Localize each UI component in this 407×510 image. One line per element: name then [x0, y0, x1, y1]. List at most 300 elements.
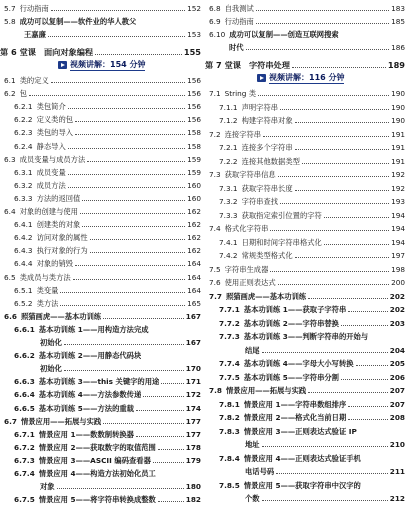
toc-entry — [205, 423, 405, 436]
entry-number: 7.4.1 — [219, 237, 238, 247]
entry-title: 情景应用 2——格式化当前日期 — [243, 413, 347, 422]
entry-page: 164 — [187, 272, 201, 282]
entry-page: 194 — [391, 224, 405, 233]
toc-entry — [0, 452, 201, 465]
entry-title: 包 — [19, 89, 27, 99]
entry-title: 对象 — [40, 482, 55, 492]
chapter-page: 189 — [387, 60, 405, 70]
toc-entry-continued — [205, 463, 405, 476]
toc-entry — [205, 409, 405, 422]
entry-page: 205 — [389, 359, 405, 368]
entry-page: 156 — [187, 76, 201, 85]
entry-page: 191 — [391, 129, 405, 139]
toc-entry — [0, 347, 201, 360]
entry-title: 构建字符串对象 — [241, 116, 293, 125]
entry-title: 行动指南 — [19, 4, 49, 13]
entry-title: 成功可以复制——创造互联网搜索 — [229, 30, 339, 39]
dot-leader — [278, 176, 389, 177]
dot-leader — [292, 67, 386, 68]
entry-page: 152 — [187, 4, 201, 13]
entry-title: 自我测试 — [224, 4, 254, 13]
entry-title: 类方法 — [36, 298, 59, 308]
toc-entry — [205, 234, 405, 247]
chapter-heading — [205, 57, 405, 70]
entry-title: 个数 — [245, 494, 260, 503]
entry-number: 7.3.1 — [219, 183, 238, 193]
entry-title: 类变量 — [36, 285, 59, 295]
dot-leader — [57, 488, 184, 489]
entry-title: 行动指南 — [224, 17, 254, 26]
entry-number: 6.4.4 — [14, 259, 33, 269]
entry-page: 182 — [185, 495, 201, 505]
entry-page: 194 — [391, 210, 405, 220]
chapter-title: 字符串处理 — [248, 61, 290, 70]
toc-entry — [205, 301, 405, 314]
video-label: 视频讲解：116 分钟 — [269, 73, 345, 82]
entry-page: 190 — [391, 89, 405, 98]
dot-leader — [60, 305, 185, 306]
entry-page: 162 — [187, 207, 201, 216]
entry-page: 186 — [391, 43, 405, 52]
entry-title: 情景应用 1——字符串数组排序 — [243, 399, 347, 409]
entry-page: 202 — [389, 305, 405, 314]
entry-title: 初始化 — [40, 364, 62, 374]
dot-leader — [75, 121, 185, 122]
toc-entry — [0, 151, 201, 164]
entry-number: 7.4 — [209, 224, 221, 233]
entry-title: 对象的创建与使用 — [19, 207, 78, 216]
dot-leader — [29, 95, 185, 96]
toc-entry — [0, 426, 201, 439]
toc-entry — [205, 193, 405, 206]
entry-number: 7.2.1 — [219, 143, 238, 152]
entry-page: 202 — [389, 291, 405, 301]
dot-leader — [348, 406, 388, 407]
toc-entry — [205, 207, 405, 220]
toc-entry-continued — [205, 39, 405, 52]
dot-leader — [295, 257, 389, 258]
entry-title: 王嘉廉 — [24, 30, 46, 39]
chapter-heading — [0, 44, 201, 57]
toc-entry-continued — [0, 360, 201, 373]
dot-leader — [82, 200, 185, 201]
dot-leader — [75, 134, 185, 135]
toc-entry-continued — [205, 490, 405, 503]
entry-title: 照猫画虎——基本功训练 — [225, 291, 307, 301]
entry-number: 6.3.3 — [14, 193, 33, 203]
dot-leader — [68, 187, 185, 188]
entry-page: 203 — [389, 318, 405, 328]
dot-leader — [280, 203, 389, 204]
entry-number: 5.8 — [4, 17, 16, 26]
entry-page: 171 — [185, 377, 201, 387]
toc-entry — [0, 72, 201, 85]
dot-leader — [51, 82, 185, 83]
video-play-icon — [58, 61, 67, 69]
toc-entry-continued — [205, 342, 405, 355]
entry-page: 204 — [389, 345, 405, 355]
entry-number: 6.7.2 — [14, 442, 35, 452]
dot-leader — [308, 392, 388, 393]
entry-number: 6.3.2 — [14, 180, 33, 190]
entry-page: 162 — [187, 246, 201, 256]
entry-title: 情景应用 2——获取数字的取值范围 — [38, 442, 156, 452]
entry-number: 7.3.3 — [219, 210, 238, 220]
entry-title: 情景应用——拓展与实践 — [20, 416, 102, 426]
toc-entry-continued — [0, 26, 201, 39]
dot-leader — [158, 501, 184, 502]
entry-number: 6.7 — [4, 416, 17, 426]
entry-title: 声明字符串 — [241, 102, 279, 112]
entry-title: 情景应用 4——正则表达式验证手机 — [243, 453, 361, 463]
entry-number: 7.3.2 — [219, 197, 238, 206]
dot-leader — [324, 217, 389, 218]
entry-title: 情景应用 3——ASCII 编码查看器 — [38, 455, 151, 465]
entry-number: 7.8.1 — [219, 399, 240, 409]
dot-leader — [295, 190, 389, 191]
entry-title: 基本功训练 2——字符串替换 — [243, 318, 339, 328]
toc-entry — [205, 0, 405, 13]
toc-entry — [0, 85, 201, 98]
entry-page: 167 — [185, 311, 201, 321]
entry-number: 7.8.2 — [219, 413, 240, 422]
entry-page: 207 — [389, 399, 405, 409]
toc-entry — [0, 465, 201, 478]
dot-leader — [341, 325, 388, 326]
toc-entry — [0, 386, 201, 399]
dot-leader — [68, 148, 185, 149]
entry-title: 成员变量与成员方法 — [19, 154, 86, 164]
dot-leader — [302, 163, 389, 164]
entry-number: 6.8 — [209, 4, 221, 13]
entry-number: 7.7.1 — [219, 305, 240, 314]
entry-title: 情景应用——拓展与实践 — [225, 386, 307, 395]
dot-leader — [263, 136, 389, 137]
dot-leader — [161, 383, 183, 384]
entry-title: 地址 — [245, 440, 260, 449]
toc-entry — [205, 288, 405, 301]
toc-entry-continued — [205, 436, 405, 449]
toc-entry — [205, 220, 405, 233]
entry-number: 6.5.1 — [14, 285, 33, 295]
chapter-title: 面向对象编程 — [43, 48, 94, 57]
dot-leader — [256, 23, 389, 24]
entry-title: 情景应用 3——正则表达式验证 IP — [243, 426, 357, 436]
video-banner — [58, 59, 145, 71]
entry-number: 6.4.1 — [14, 220, 33, 230]
dot-leader — [295, 149, 389, 150]
entry-page: 183 — [391, 4, 405, 13]
entry-number: 6.1 — [4, 76, 16, 85]
toc-entry — [0, 491, 201, 504]
entry-page: 165 — [187, 298, 201, 308]
chapter-label: 第 7 堂课 — [205, 60, 241, 70]
toc-entry — [205, 450, 405, 463]
dot-leader — [153, 462, 184, 463]
toc-entry — [205, 382, 405, 395]
video-label: 视频讲解：154 分钟 — [70, 60, 146, 69]
entry-number: 6.7.5 — [14, 495, 35, 505]
toc-entry — [0, 98, 201, 111]
dot-leader — [278, 284, 389, 285]
entry-title: 执行对象的行为 — [36, 246, 88, 256]
dot-leader — [280, 109, 389, 110]
entry-page: 210 — [389, 440, 405, 449]
toc-entry — [0, 111, 201, 124]
entry-title: 基本功训练 4——方法参数传递 — [38, 390, 142, 400]
entry-page: 208 — [389, 413, 405, 422]
dot-leader — [103, 318, 184, 319]
dot-leader — [341, 379, 388, 380]
entry-number: 7.4.2 — [219, 251, 238, 260]
entry-title: 情景应用 5——将字符串转换成整数 — [38, 495, 156, 505]
entry-number: 6.6.3 — [14, 377, 35, 387]
entry-number: 6.6.5 — [14, 403, 35, 413]
entry-title: 情景应用 4——构造方法初始化员工 — [38, 469, 156, 478]
entry-page: 206 — [389, 372, 405, 382]
toc-entry — [205, 99, 405, 112]
entry-page: 160 — [187, 180, 201, 190]
toc-entry — [205, 355, 405, 368]
entry-number: 6.6.1 — [14, 324, 35, 334]
dot-leader — [51, 10, 185, 11]
toc-entry — [0, 216, 201, 229]
entry-number: 7.7.4 — [219, 359, 240, 368]
dot-leader — [348, 311, 388, 312]
entry-page: 191 — [391, 143, 405, 152]
dot-leader — [136, 436, 184, 437]
entry-page: 200 — [391, 278, 405, 287]
toc-entry — [205, 85, 405, 98]
dot-leader — [82, 226, 185, 227]
entry-title: 类成员与类方法 — [19, 272, 71, 282]
toc-entry — [205, 153, 405, 166]
entry-title: 基本功训练 3——判断字符串的开始与 — [243, 332, 369, 341]
entry-number: 7.7 — [209, 291, 222, 301]
entry-number: 6.2 — [4, 89, 16, 99]
entry-number: 7.2 — [209, 129, 221, 139]
toc-entry — [0, 255, 201, 268]
toc-entry — [0, 373, 201, 386]
toc-entry — [0, 308, 201, 321]
entry-title: 连接多个字符串 — [241, 143, 293, 152]
dot-leader — [295, 122, 389, 123]
dot-leader — [87, 161, 185, 162]
entry-title: 连接其他数据类型 — [241, 156, 300, 166]
toc-entry — [205, 247, 405, 260]
entry-title: 情景应用 1——数数制转换器 — [38, 429, 134, 439]
toc-entry-continued — [0, 334, 201, 347]
toc-entry — [0, 190, 201, 203]
dot-leader — [73, 279, 185, 280]
entry-title: 获取字符串信息 — [224, 170, 276, 179]
entry-number: 6.4.2 — [14, 233, 33, 243]
dot-leader — [262, 352, 388, 353]
entry-page: 192 — [391, 170, 405, 179]
entry-number: 6.3.1 — [14, 167, 33, 177]
entry-page: 156 — [187, 102, 201, 112]
toc-entry — [0, 0, 201, 13]
entry-title: 对象的销毁 — [36, 259, 74, 269]
entry-number: 6.6.4 — [14, 390, 35, 400]
entry-page: 156 — [187, 115, 201, 125]
entry-number: 6.4 — [4, 207, 16, 216]
entry-title: 基本功训练 1——获取子字符串 — [243, 305, 347, 314]
entry-page: 164 — [187, 259, 201, 269]
entry-title: 成员变量 — [36, 167, 66, 177]
entry-page: 159 — [187, 154, 201, 164]
entry-title: 基本功训练 4——字母大小写转换 — [243, 359, 354, 368]
entry-title: 结尾 — [245, 345, 260, 355]
dot-leader — [103, 423, 184, 424]
entry-title: 类包简介 — [36, 102, 66, 112]
toc-entry — [205, 274, 405, 287]
toc-entry — [0, 321, 201, 334]
entry-title: 定义类的包 — [36, 115, 74, 125]
entry-number: 6.6.2 — [14, 351, 35, 361]
entry-title: 创建类的对象 — [36, 220, 81, 230]
entry-page: 164 — [187, 285, 201, 295]
entry-number: 6.6 — [4, 311, 17, 321]
entry-page: 191 — [391, 156, 405, 166]
dot-leader — [324, 244, 389, 245]
entry-number: 7.8.3 — [219, 426, 240, 436]
entry-page: 159 — [187, 167, 201, 177]
entry-title: 时代 — [229, 43, 244, 52]
entry-page: 194 — [391, 237, 405, 247]
toc-entry — [205, 112, 405, 125]
entry-page: 158 — [187, 141, 201, 151]
entry-title: 获取指定索引位置的字符 — [241, 210, 322, 220]
entry-page: 162 — [187, 233, 201, 243]
entry-number: 6.3 — [4, 154, 16, 164]
entry-page: 179 — [185, 455, 201, 465]
dot-leader — [276, 473, 388, 474]
entry-number: 6.7.3 — [14, 455, 35, 465]
entry-page: 190 — [391, 102, 405, 112]
entry-number: 7.8.4 — [219, 453, 240, 463]
dot-leader — [90, 252, 185, 253]
entry-number: 6.7.1 — [14, 429, 35, 439]
toc-entry — [0, 413, 201, 426]
entry-number: 7.8 — [209, 386, 222, 395]
entry-title: 照猫画虎——基本功训练 — [20, 311, 102, 321]
entry-number: 6.2.1 — [14, 102, 33, 112]
toc-entry — [205, 180, 405, 193]
dot-leader — [348, 419, 388, 420]
entry-page: 158 — [187, 128, 201, 138]
dot-leader — [258, 95, 389, 96]
dot-leader — [90, 239, 185, 240]
entry-number: 7.8.5 — [219, 480, 240, 490]
dot-leader — [246, 49, 389, 50]
entry-number: 7.1 — [209, 89, 221, 98]
entry-page: 192 — [391, 183, 405, 193]
entry-title: 初始化 — [40, 338, 62, 347]
toc-entry — [0, 124, 201, 137]
entry-number: 6.4.3 — [14, 246, 33, 256]
dot-leader — [136, 410, 184, 411]
dot-leader — [68, 174, 185, 175]
chapter-page: 155 — [183, 47, 201, 57]
entry-number: 7.1.2 — [219, 116, 238, 125]
entry-number: 6.2.4 — [14, 141, 33, 151]
toc-entry — [205, 328, 405, 341]
entry-title: 静态导入 — [36, 141, 66, 151]
entry-title: 格式化字符串 — [224, 224, 269, 233]
entry-title: 类的定义 — [19, 76, 49, 85]
toc-entry — [0, 229, 201, 242]
entry-page: 190 — [391, 116, 405, 125]
dot-leader — [64, 344, 184, 345]
toc-entry — [205, 126, 405, 139]
toc-entry — [0, 164, 201, 177]
dot-leader — [68, 108, 185, 109]
toc-entry — [0, 269, 201, 282]
entry-page: 177 — [185, 416, 201, 426]
entry-number: 7.2.2 — [219, 156, 238, 166]
entry-number: 6.5 — [4, 272, 16, 282]
entry-title: 使用正则表达式 — [224, 278, 276, 287]
entry-page: 197 — [391, 251, 405, 260]
entry-title: 字符串查找 — [241, 197, 279, 206]
toc-entry — [205, 315, 405, 328]
entry-number: 6.10 — [209, 30, 226, 39]
entry-page: 172 — [185, 390, 201, 400]
toc-entry-continued — [0, 478, 201, 491]
dot-leader — [356, 365, 388, 366]
entry-page: 212 — [389, 494, 405, 503]
dot-leader — [256, 10, 389, 11]
entry-title: 基本功训练 3——this 关键字的用途 — [38, 377, 160, 387]
entry-title: 基本功训练 1——用构造方法完成 — [38, 324, 149, 334]
toc-entry — [0, 295, 201, 308]
video-banner — [257, 72, 344, 84]
dot-leader — [75, 265, 185, 266]
entry-number: 6.2.2 — [14, 115, 33, 125]
toc-entry — [205, 26, 405, 39]
entry-number: 7.7.3 — [219, 332, 240, 341]
entry-page: 185 — [391, 17, 405, 26]
entry-title: 成员方法 — [36, 180, 66, 190]
toc-entry — [0, 242, 201, 255]
entry-number: 7.3 — [209, 170, 221, 179]
entry-page: 156 — [187, 89, 201, 99]
toc-entry — [205, 477, 405, 490]
entry-page: 178 — [185, 442, 201, 452]
entry-title: 成功可以复制——软件业的华人教父 — [19, 17, 137, 26]
dot-leader — [262, 500, 388, 501]
dot-leader — [262, 446, 388, 447]
entry-page: 170 — [185, 364, 201, 374]
toc-entry — [0, 282, 201, 295]
entry-number: 6.2.3 — [14, 128, 33, 138]
entry-number: 7.1.1 — [219, 102, 238, 112]
entry-page: 174 — [185, 403, 201, 413]
entry-page: 160 — [187, 193, 201, 203]
entry-page: 211 — [389, 467, 405, 476]
entry-page: 153 — [187, 30, 201, 39]
dot-leader — [308, 298, 388, 299]
toc-entry — [205, 13, 405, 26]
entry-number: 7.6 — [209, 278, 221, 287]
entry-number: 7.7.2 — [219, 318, 240, 328]
dot-leader — [60, 292, 185, 293]
entry-page: 193 — [391, 197, 405, 206]
entry-number: 7.7.5 — [219, 372, 240, 382]
entry-title: 基本功训练 5——方法的重载 — [38, 403, 134, 413]
entry-number: 5.7 — [4, 4, 16, 13]
